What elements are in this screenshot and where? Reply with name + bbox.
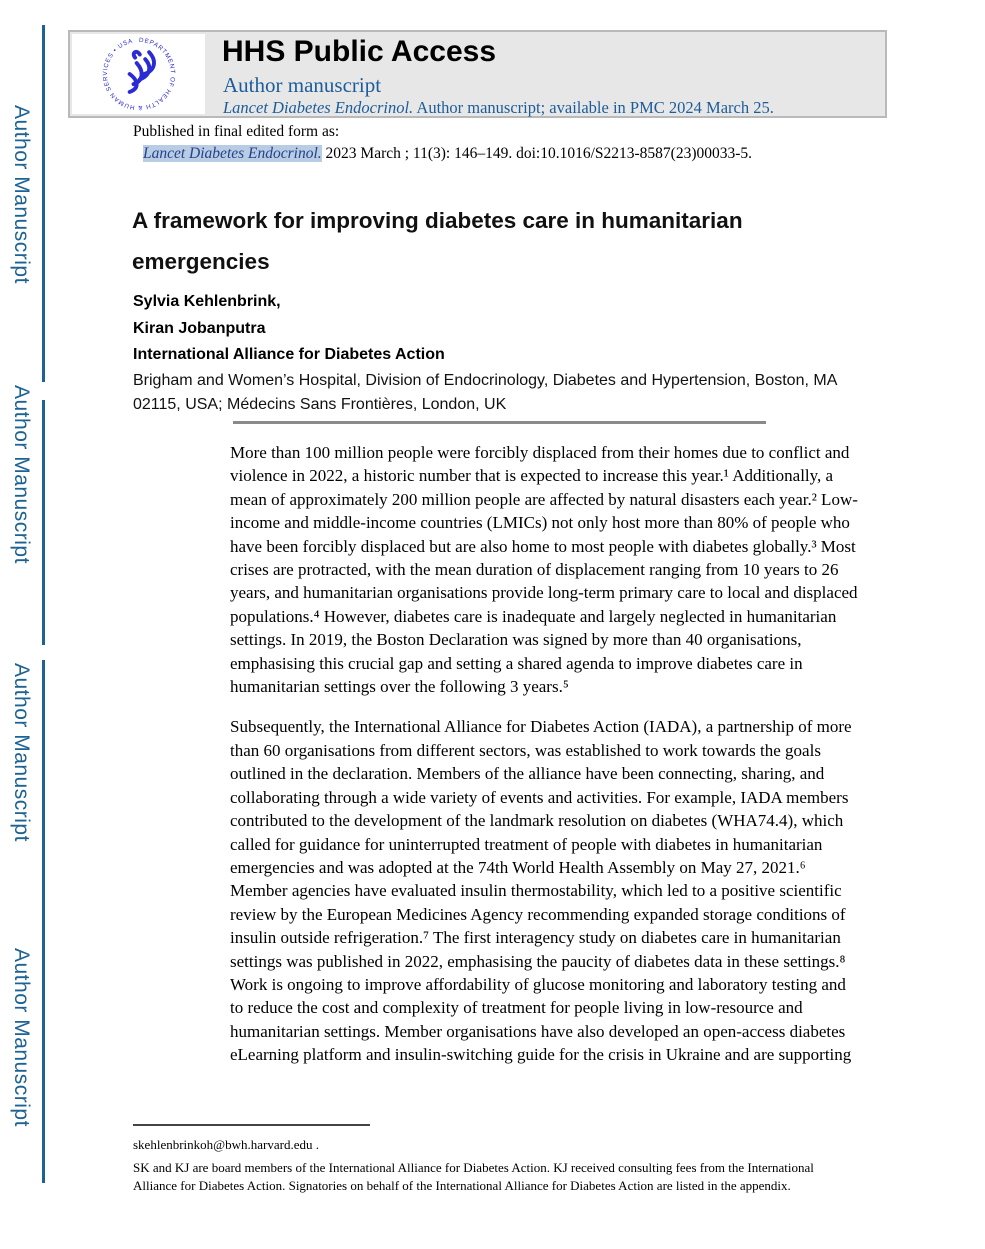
watermark-author-manuscript-1: Author Manuscript xyxy=(10,105,33,284)
header-journal-name[interactable]: Lancet Diabetes Endocrinol. xyxy=(223,98,414,117)
disclosure-text: SK and KJ are board members of the International Alliance for Diabetes Action. KJ received consulting fees from the International Alliance for Diabetes Action. Signatories on behalf of the International Alliance for Diabetes Action are listed in the appendix. xyxy=(133,1160,814,1193)
hhs-banner xyxy=(68,30,887,118)
citation-details: 2023 March ; 11(3): 146–149. doi:10.1016/S2213-8587(23)00033-5. xyxy=(321,145,753,162)
section-divider xyxy=(233,421,766,424)
hhs-eagle-icon xyxy=(100,35,178,113)
corresponding-email[interactable]: skehlenbrinkoh@bwh.harvard.edu . xyxy=(133,1137,319,1152)
sidebar-rule-2 xyxy=(42,400,45,645)
watermark-author-manuscript-2: Author Manuscript xyxy=(10,385,33,564)
hhs-logo-ring-text: DEPARTMENT OF HEALTH & HUMAN SERVICES • USA xyxy=(101,36,176,112)
body-column xyxy=(230,441,862,1084)
body-paragraph-2: Subsequently, the International Alliance for Diabetes Action (IADA), a partnership of more than 60 organisations from different sectors, was established to work towards the goals outlined in the declaration. Members of the alliance have been connecting, sharing, and collaborating through a wide variety of events and activities. For example, IADA members contributed to the development of the landmark resolution on diabetes (WHA74.4), which called for guidance for uninterrupted treatment of people with diabetes in humanitarian emergencies and was adopted at the 74th World Health Assembly on May 27, 2021.⁶ Member agencies have evaluated insulin thermostability, which led to a positive scientific review by the European Medicines Agency recommending expanded storage conditions of insulin outside refrigeration.⁷ The first interagency study on diabetes care in humanitarian settings was published in 2022, emphasising the paucity of diabetes data in these settings.⁸ Work is ongoing to improve affordability of glucose monitoring and laboratory testing and to reduce the cost and complexity of treatment for people living in low-resource and humanitarian settings. Member organisations have also developed an open-access diabetes eLearning platform and insulin-switching guide for the crisis in Ukraine and are supporting xyxy=(230,717,852,1065)
footnote-rule xyxy=(133,1124,370,1126)
citation-journal-link[interactable]: Lancet Diabetes Endocrinol. xyxy=(143,145,322,162)
author-2: Kiran Jobanputra xyxy=(133,320,266,337)
watermark-author-manuscript-3: Author Manuscript xyxy=(10,663,33,842)
published-as-label: Published in final edited form as: xyxy=(133,123,340,140)
author-1: Sylvia Kehlenbrink, xyxy=(133,293,281,310)
header-title: HHS Public Access xyxy=(222,35,496,68)
hhs-logo xyxy=(72,34,205,114)
sidebar-rule-3 xyxy=(42,660,45,1183)
sidebar-rule-1 xyxy=(42,25,45,382)
svg-text:DEPARTMENT OF HEALTH & HUMAN S xyxy=(101,37,175,111)
article-title: A framework for improving diabetes care in humanitarian emergencies xyxy=(132,208,743,274)
header-availability-link[interactable] xyxy=(223,98,774,118)
watermark-author-manuscript-4: Author Manuscript xyxy=(10,948,33,1127)
author-group: International Alliance for Diabetes Action xyxy=(133,346,445,363)
header-subtitle: Author manuscript xyxy=(223,73,382,97)
citation-line xyxy=(143,145,752,163)
header-availability-text[interactable]: Author manuscript; available in PMC 2024 March 25. xyxy=(413,98,774,117)
body-paragraph-1: More than 100 million people were forcibly displaced from their homes due to conflict and violence in 2022, a historic number that is expected to increase this year.¹ Additionally, a mean of approximately 200 million people are affected by natural disasters each year.² Low-income and middle-income countries (LMICs) not only host more than 80% of people who have been forcibly displaced but are also home to most people with diabetes globally.³ Most crises are protracted, with the mean duration of displacement ranging from 10 years to 26 years, and humanitarian organisations provide long-term primary care to local and displaced populations.⁴ However, diabetes care is inadequate and largely neglected in humanitarian settings. In 2019, the Boston Declaration was signed by more than 40 organisations, emphasising this crucial gap and setting a shared agenda to improve diabetes care in humanitarian settings over the following 3 years.⁵ xyxy=(230,443,858,697)
affiliation: Brigham and Women’s Hospital, Division of Endocrinology, Diabetes and Hypertension, Boston, MA 02115, USA; Médecins Sans Frontières, London, UK xyxy=(133,372,837,413)
